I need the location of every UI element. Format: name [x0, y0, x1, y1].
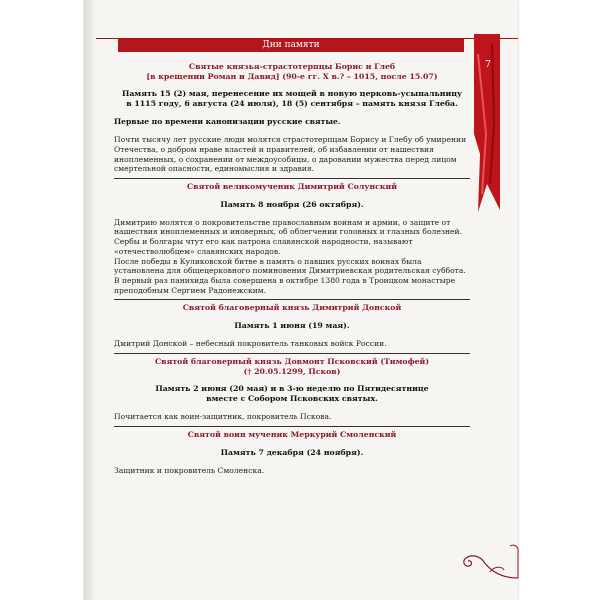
title-line: Святой воин мученик Меркурий Смоленский — [187, 430, 397, 439]
page-number: 7 — [485, 60, 491, 70]
body-paragraph: Димитрию молятся о покровительстве православным воинам и армии, о защите от нашествия иноплеменных и иноверных, об облегчении головных и глазных болезней. — [114, 217, 463, 237]
section-title — [114, 357, 470, 376]
title-line: Святой благоверный князь Довмонт Псковский (Тимофей) — [154, 356, 430, 366]
memory-line: Память 7 декабря (24 ноября). — [220, 447, 364, 457]
section-dovmont — [114, 357, 470, 422]
page-gutter — [84, 0, 96, 600]
section-title — [114, 62, 470, 81]
body-paragraph: Почитается как воин-защитник, покровитель Пскова. — [114, 412, 332, 422]
memory-date — [114, 384, 470, 404]
memory-line: Память 1 июня (19 мая). — [234, 321, 350, 331]
section-header: Дни памяти — [118, 38, 464, 52]
section-divider — [114, 178, 470, 179]
section-body — [114, 218, 470, 296]
title-line: († 20.05.1299, Псков) — [243, 366, 341, 376]
section-divider — [114, 426, 470, 427]
memory-line: в 1115 году, 6 августа (24 июля), 18 (5) сентября – память князя Глеба. — [126, 99, 458, 109]
section-boris-gleb — [114, 62, 470, 174]
section-divider — [114, 353, 470, 354]
article-content — [114, 62, 470, 479]
section-subheading: Первые по времени канонизации русские святые. — [114, 117, 341, 127]
title-line: Святой благоверный князь Димитрий Донской — [182, 303, 402, 313]
section-body — [114, 412, 470, 422]
section-dimitry-solunsky — [114, 182, 470, 295]
section-body — [114, 339, 470, 349]
section-title — [114, 182, 470, 192]
title-line: [в крещении Роман и Давид] (90-е гг. X в.? – 1015, после 15.07) — [146, 71, 438, 81]
body-paragraph: Защитник и покровитель Смоленска. — [114, 465, 265, 475]
memory-line: Память 15 (2) мая, перенесение их мощей в новую церковь-усыпальницу — [122, 89, 462, 99]
memory-line: вместе с Собором Псковских святых. — [206, 394, 378, 404]
title-line: Святой великомученик Димитрий Солунский — [186, 182, 398, 191]
memory-date — [114, 321, 470, 331]
memory-line: Память 2 июня (20 мая) и в 3-ю неделю по Пятидесятнице — [155, 384, 429, 394]
body-paragraph: Дмитрий Донской – небесный покровитель танковых войск России. — [114, 339, 387, 349]
section-title — [114, 430, 470, 440]
memory-date — [114, 200, 470, 210]
section-body — [114, 466, 470, 476]
section-body — [114, 135, 470, 174]
section-title — [114, 303, 470, 313]
memory-line: Память 8 ноября (26 октября). — [220, 199, 364, 209]
body-paragraph: Почти тысячу лет русские люди молятся страстотерпцам Борису и Глебу об умирении Отечества, о добром нраве властей и правителей, об избавлении от нашествия иноплеменных, о сохранении от междоусобицы, о даровании мужества перед лицом смертельной опасности, единомыслия и здравия. — [114, 135, 467, 174]
section-merkury — [114, 430, 470, 475]
memory-date — [114, 448, 470, 458]
body-paragraph: Сербы и болгары чтут его как патрона славянской народности, называют «отечестволюбцем» славянских народов. — [114, 237, 413, 256]
section-divider — [114, 299, 470, 300]
ornament-flourish-icon — [450, 540, 520, 580]
title-line: Святые князья-страстотерпцы Борис и Глеб — [188, 62, 396, 71]
memory-date — [114, 89, 470, 109]
section-dimitry-donskoy — [114, 303, 470, 348]
body-paragraph: После победы в Куликовской битве в память о павших русских воинах была установлена для общецерковного поминовения Димитриевская родительская суббота. В первый раз панихида была совершена в октябре 1380 года в Троицком монастыре преподобным Сергием Радонежским. — [114, 256, 466, 295]
